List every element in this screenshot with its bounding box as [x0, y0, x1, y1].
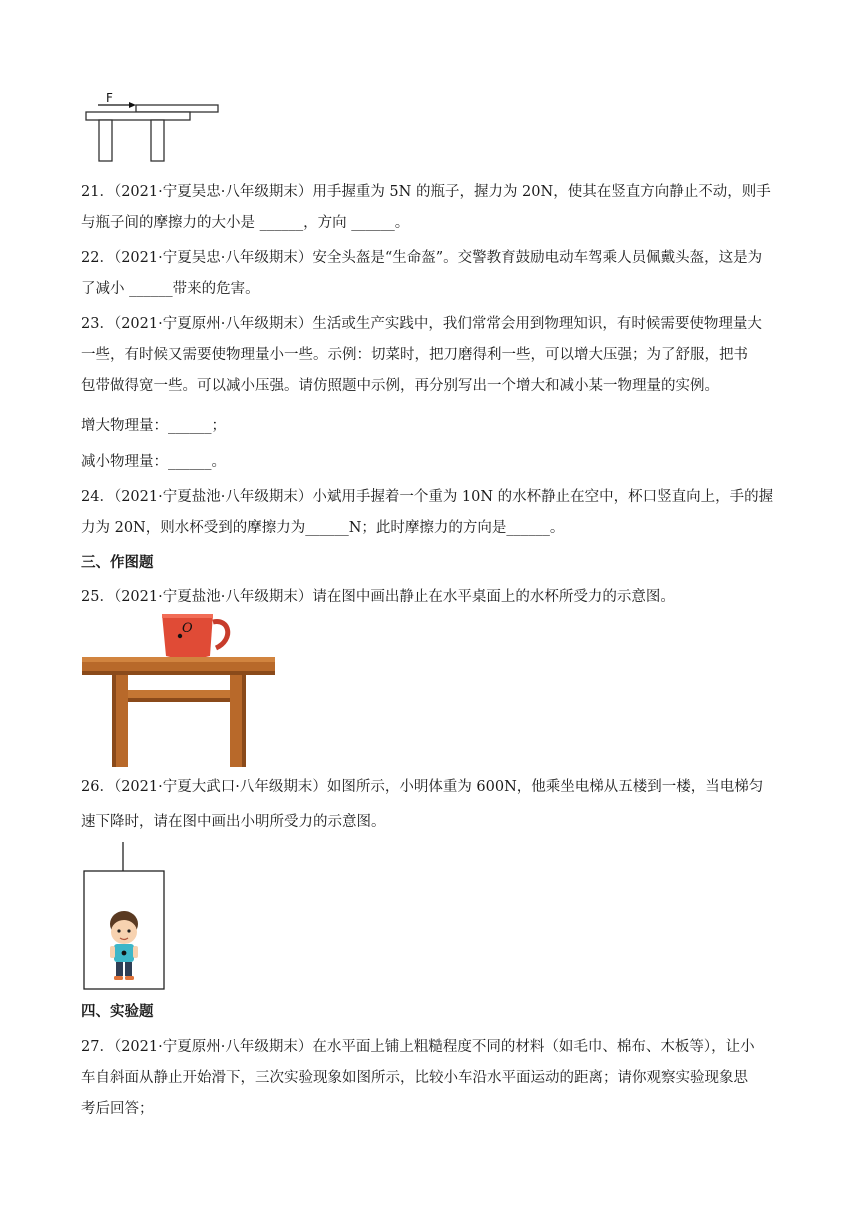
q23-line-3: 包带做得宽一些。可以减小压强。请仿照题中示例，再分别写出一个增大和减小某一物理量的实例。	[81, 378, 719, 394]
q21-line-1: 21．（2021·宁夏吴忠·八年级期末）用手握重为 5N 的瓶子，握力为 20N，使其在竖直方向静止不动，则手	[81, 184, 771, 200]
cup-on-table-figure	[80, 610, 280, 770]
q24-line-1: 24．（2021·宁夏盐池·八年级期末）小斌用手握着一个重为 10N 的水杯静止在空中，杯口竖直向上，手的握	[81, 489, 774, 505]
q27-line-1: 27．（2021·宁夏原州·八年级期末）在水平面上铺上粗糙程度不同的材料（如毛巾、棉布、木板等），让小	[81, 1039, 755, 1055]
q26-line-2: 速下降时，请在图中画出小明所受力的示意图。	[81, 814, 386, 830]
q22-line-1: 22．（2021·宁夏吴忠·八年级期末）安全头盔是“生命盔”。交警教育鼓励电动车驾乘人员佩戴头盔，这是为	[81, 250, 763, 266]
elevator-figure	[80, 840, 170, 995]
q23-line-5: 减小物理量：______。	[81, 454, 226, 470]
q27-line-3: 考后回答；	[81, 1101, 154, 1117]
q22-line-2: 了减小 ______带来的危害。	[81, 281, 260, 297]
block-force-figure	[84, 90, 224, 165]
q23-line-4: 增大物理量：______；	[81, 418, 226, 434]
q23-line-2: 一些，有时候又需要使物理量小一些。示例：切菜时，把刀磨得利一些，可以增大压强；为了舒服，把书	[81, 347, 748, 363]
section-heading-experiment: 四、实验题	[81, 1004, 154, 1020]
q25-line-1: 25．（2021·宁夏盐池·八年级期末）请在图中画出静止在水平桌面上的水杯所受力的示意图。	[81, 589, 675, 605]
q27-line-2: 车自斜面从静止开始滑下，三次实验现象如图所示，比较小车沿水平面运动的距离；请你观察实验现象思	[81, 1070, 748, 1086]
q21-line-2: 与瓶子间的摩擦力的大小是 ______，方向 ______。	[81, 215, 410, 231]
q24-line-2: 力为 20N，则水杯受到的摩擦力为______N；此时摩擦力的方向是______。	[81, 520, 565, 536]
point-o-label: O	[182, 621, 193, 636]
q26-line-1: 26．（2021·宁夏大武口·八年级期末）如图所示，小明体重为 600N，他乘坐电梯从五楼到一楼，当电梯匀	[81, 779, 764, 795]
cup-icon	[162, 614, 228, 659]
section-heading-drawing: 三、作图题	[81, 555, 154, 571]
force-label: F	[106, 91, 113, 105]
q23-line-1: 23．（2021·宁夏原州·八年级期末）生活或生产实践中，我们常常会用到物理知识，有时候需要使物理量大	[81, 316, 762, 332]
